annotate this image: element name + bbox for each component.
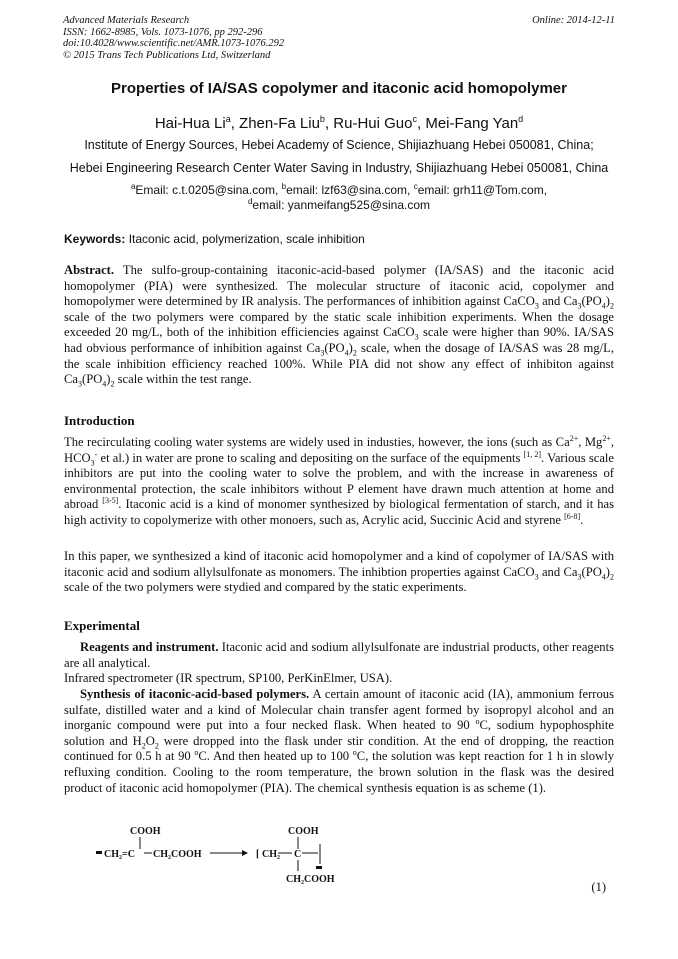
issn-line: ISSN: 1662-8985, Vols. 1073-1076, pp 292-296 (63, 26, 263, 38)
email-a: Email: c.t.0205@sina.com, (135, 183, 279, 197)
abstract-label: Abstract. (64, 263, 115, 277)
scheme-ch2cooh-left: CH₂COOH (153, 849, 202, 860)
introduction-heading: Introduction (64, 413, 135, 428)
keywords (64, 232, 616, 246)
journal-header (63, 15, 615, 61)
scheme-c-right: C (294, 849, 302, 860)
email-line-2: $^d$email: yanmeifang525@sina.com (247, 197, 431, 212)
scheme-monomer: CH₂=C (104, 849, 135, 860)
author-name: Ru-Hui Guo (333, 115, 413, 132)
doi-line: doi:10.4028/www.scientific.net/AMR.1073-1076.292 (63, 38, 285, 49)
email-d: email: yanmeifang525@sina.com (252, 198, 431, 212)
reagents-paragraph (64, 640, 614, 671)
affiliation-1: Institute of Energy Sources, Hebei Academy of Science, Shijiazhuang Hebei 050081, China; (84, 138, 594, 152)
affiliation-2: Hebei Engineering Research Center Water Saving in Industry, Shijiazhuang Hebei 050081, China (69, 161, 609, 175)
scheme-cooh-right: COOH (288, 826, 319, 837)
synthesis-text: A certain amount of itaconic acid (IA), ammonium ferrous sulfate, distilled water and a kind of Molecular chain transfer agent formed by isopropyl alcohol and an inorganic compound were put into a four necked flask. When heated to 90 $^o$C, sodium hypophosphite solution and $H_2O_2$ were dropped into the flask under stir condition. At the end of dropping, the reaction continued for 0.5 h at 90 $^o$C. And then heated up to 100 $^o$C, the solution was kept reaction for 1 h in slowly refluxing condition. Cooling to the room temperature, the brown solution in the flask was the desired product of itaconic acid homopolymer (PIA). The chemical synthesis equation is as scheme (1). (64, 687, 614, 795)
scheme-bracket-left: [ (256, 849, 260, 860)
scheme-dash-left (96, 851, 102, 854)
copyright-line: © 2015 Trans Tech Publications Ltd, Switzerland (63, 49, 271, 61)
scheme-cooh-left: COOH (130, 826, 161, 837)
author-list: Hai-Hua Li$^a$, Zhen-Fa Liu$^b$, Ru-Hui Guo$^c$, Mei-Fang Yan$^d$ (154, 114, 524, 132)
synthesis-label: Synthesis of itaconic-acid-based polymers. (80, 687, 310, 701)
author-name: Mei-Fang Yan (425, 115, 519, 132)
online-date: Online: 2014-12-11 (532, 15, 615, 26)
email-c: email: grh11@Tom.com, (417, 183, 548, 197)
author-name: Zhen-Fa Liu (239, 115, 320, 132)
author-affiliation-mark: b (319, 114, 325, 124)
email-line-1: $^a$Email: c.t.0205@sina.com, $^b$email: lzf63@sina.com, $^c$email: grh11@Tom.com, (130, 182, 548, 197)
introduction-paragraph-2: In this paper, we synthesized a kind of itaconic acid homopolymer and a kind of copolymer of IA/SAS with itaconic acid and sodium allylsulfonate as monomers. The inhibtion properties against CaCO$_3$ and $Ca_3(PO_4)_2$ scale of the two polymers were stydied and compared by the static experiments. (64, 549, 614, 595)
reagents-label: Reagents and instrument. (80, 640, 219, 654)
synthesis-paragraph (64, 687, 614, 796)
author-affiliation-mark: d (518, 114, 524, 124)
author-name: Hai-Hua Li (154, 115, 226, 132)
paper-title: Properties of IA/SAS copolymer and itaconic acid homopolymer (111, 80, 567, 97)
abstract-text: The sulfo-group-containing itaconic-acid-based polymer (IA/SAS) and the itaconic acid homopolymer (PIA) were synthesized. The molecular structure of itaconic acid, copolymer and homopolymer were determined by IR analysis. The performances of inhibition against CaCO$_3$ and $Ca_3(PO_4)_2$ scale of the two polymers were compared by the static scale inhibition experiments. When the dosage exceeded 20 mg/L, both of the inhibition efficiencies against CaCO$_3$ scale were higher than 90%. IA/SAS had obvious performance of inhibition against $Ca_3(PO_4)_2$ scale, when the dosage of IA/SAS was 28 mg/L, the scale inhibition efficiency reached 100%. While PIA did not show any effect of inhibiton against $Ca_3(PO_4)_2$ scale within the test range. (64, 263, 615, 389)
author-affiliation-mark: c (412, 114, 417, 124)
keywords-label: Keywords: (64, 232, 126, 246)
experimental-heading: Experimental (64, 618, 140, 633)
introduction-paragraph-1: The recirculating cooling water systems are widely used in industies, however, the ions (such as $Ca^{2+}$, $Mg^{2+}$, $HCO_3^-$ et al.) in water are prone to scaling and depositing on the surface of the equipments [1, 2]. Various scale inhibitors are put into the cooling water to solve the problem, and with the increase in awareness of environmental protection, the scale inhibitors without P element have drawn much attention at home and abroad [3-5]. Itaconic acid is a kind of monomer synthesized by biological fermentation of starch, and it has high activity to copolymerize with other monoers, such as, Acrylic acid, Succinic Acid and styrene [6-8]. (64, 433, 615, 527)
keywords-text: Itaconic acid, polymerization, scale inhibition (128, 232, 365, 246)
instrument-line: Infrared spectrometer (IR spectrum, SP100, PerKinElmer, USA). (64, 671, 393, 685)
scheme-arrowhead (242, 850, 248, 856)
author-affiliation-mark: a (225, 114, 231, 124)
abstract (64, 263, 614, 388)
journal-name: Advanced Materials Research (63, 15, 190, 26)
scheme-ch2-right: CH₂ (262, 849, 280, 860)
scheme-n-mark (316, 866, 322, 869)
email-b: email: lzf63@sina.com, (286, 183, 411, 197)
reaction-scheme (92, 822, 352, 884)
equation-number: (1) (591, 880, 606, 894)
reagents-text: Itaconic acid and sodium allylsulfonate are industrial products, other reagents are all analytical. (64, 640, 614, 670)
scheme-ch2cooh-right: CH₂COOH (286, 874, 335, 884)
